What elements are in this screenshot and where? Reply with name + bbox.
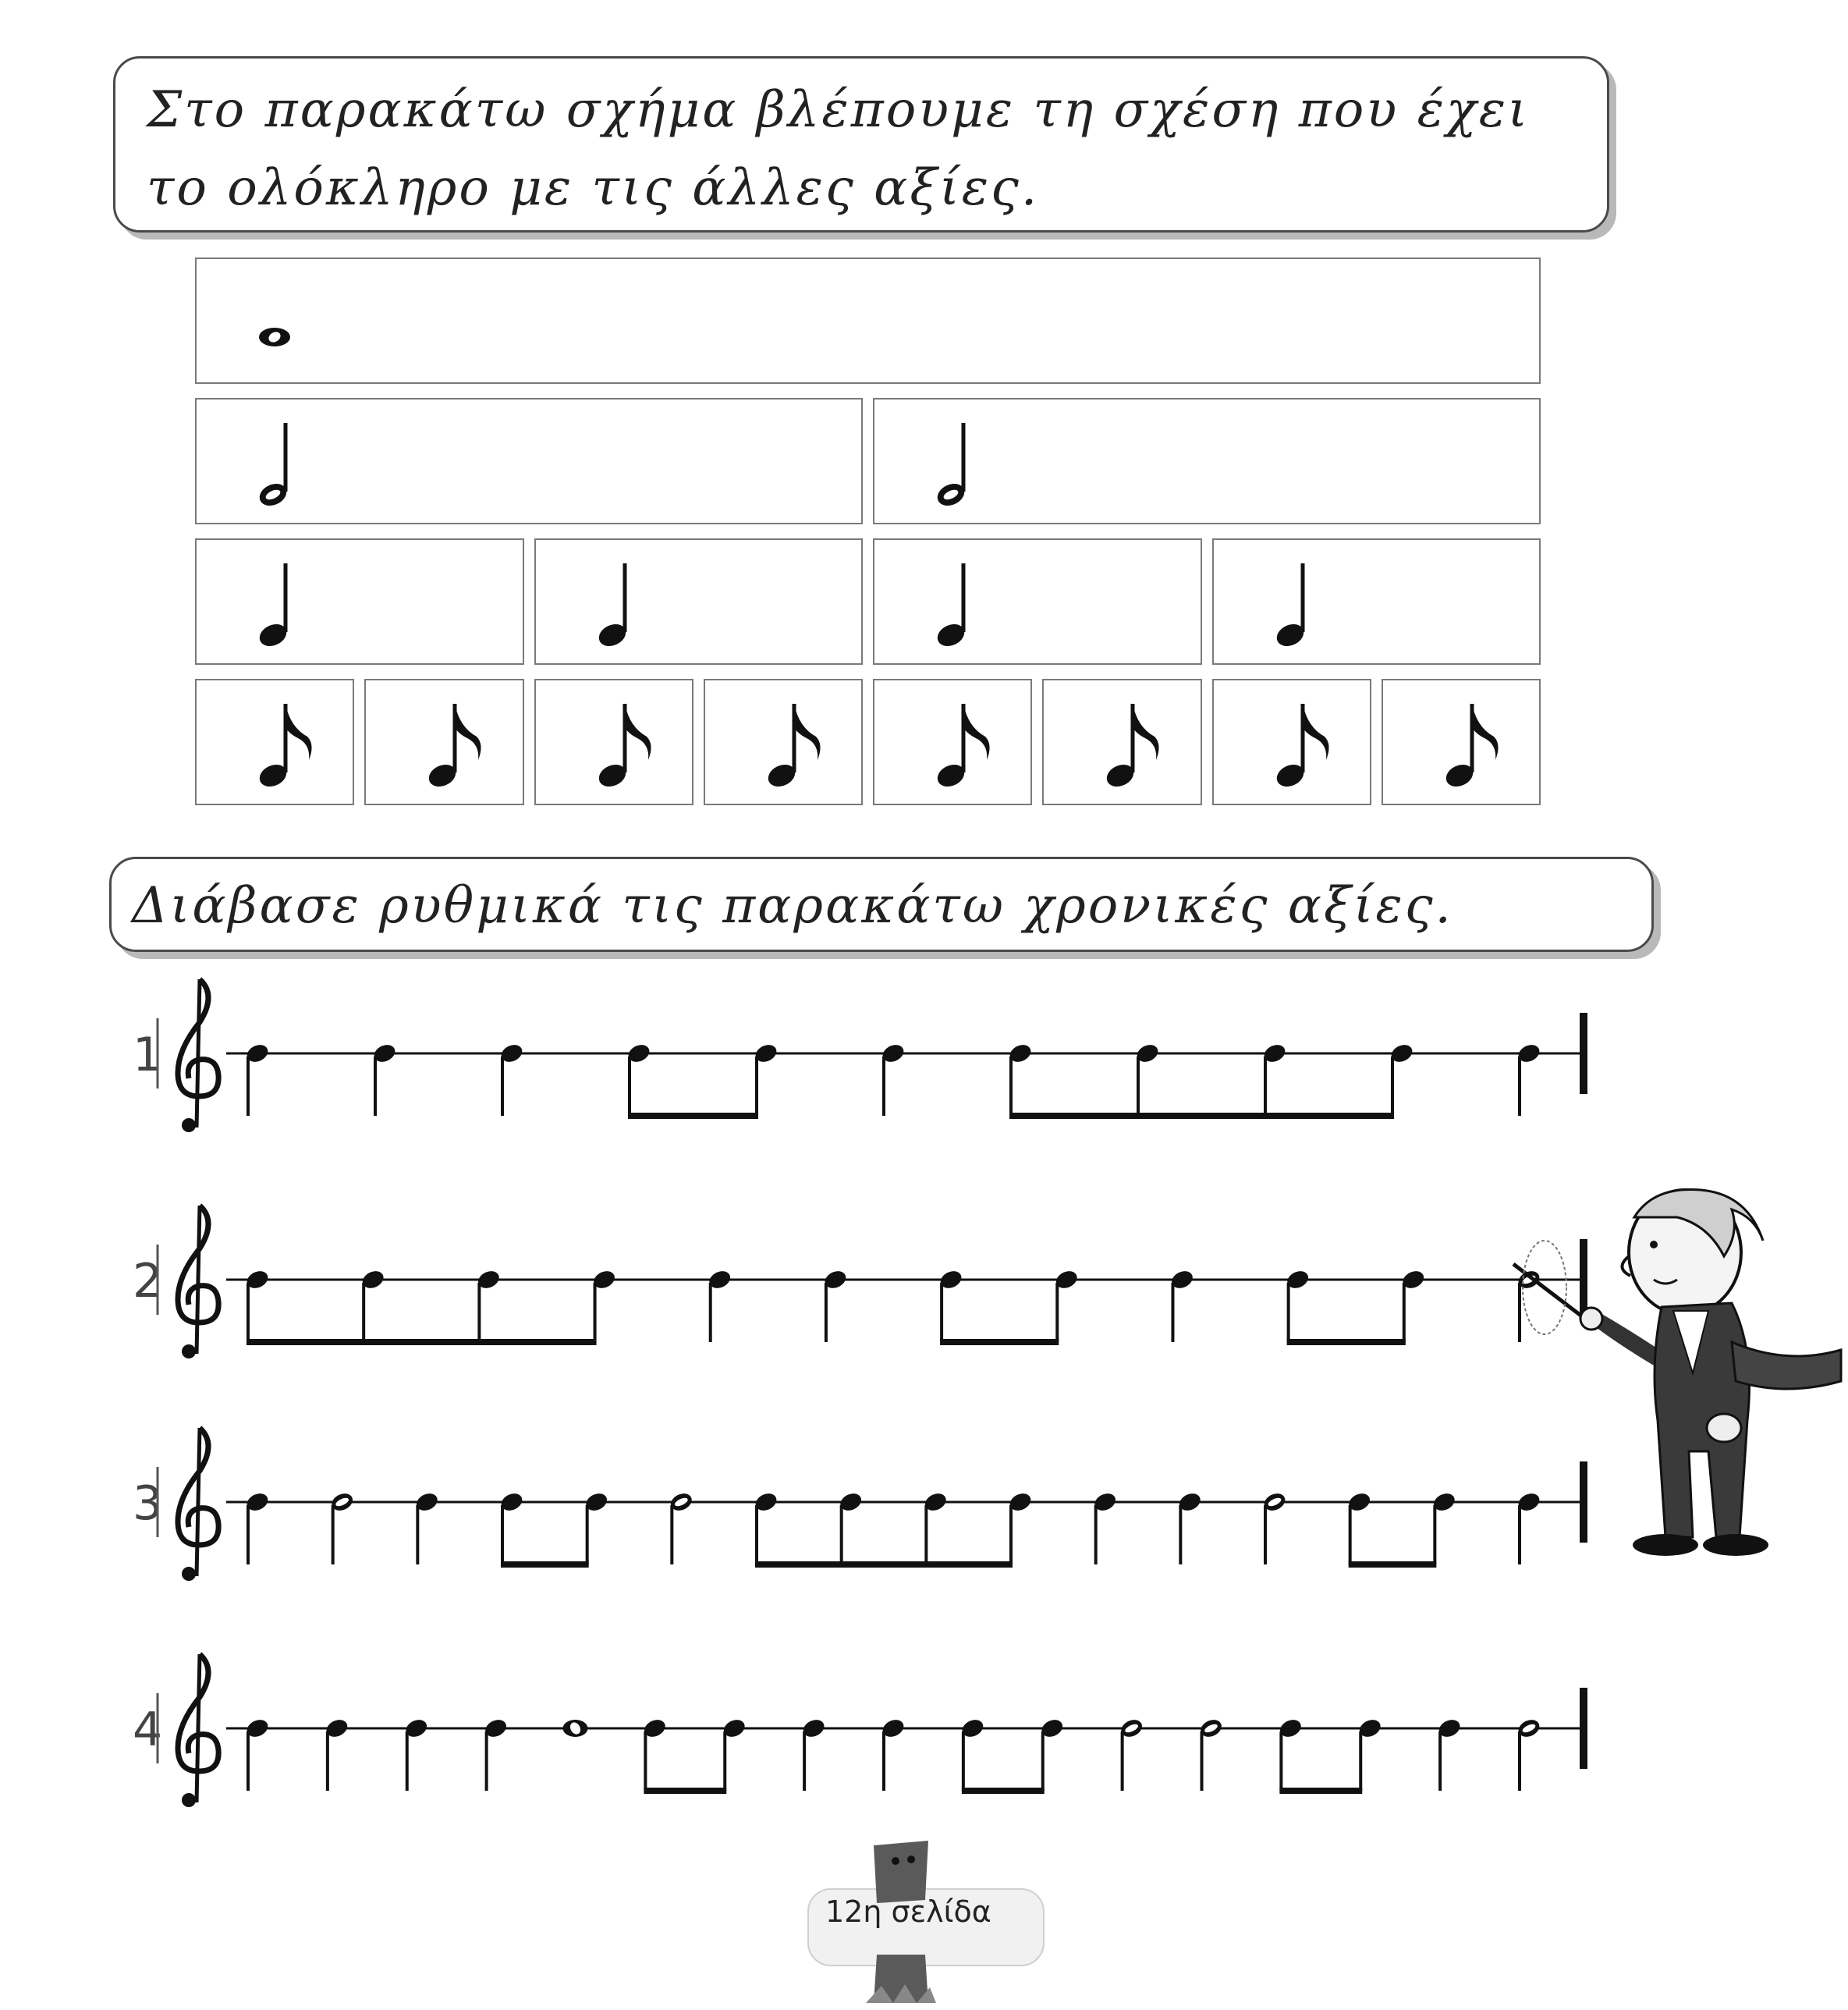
half-note <box>329 1490 356 1564</box>
half-note <box>1261 1490 1288 1564</box>
quarter-note <box>244 1717 271 1791</box>
quarter-note <box>483 1717 509 1791</box>
instruction-text-1: Στο παρακάτω σχήμα βλέπουμε τη σχέση που έχει το ολόκληρο με τις άλλες αξίες. <box>147 81 1531 217</box>
rhythm-staff-2 <box>133 1206 1584 1358</box>
quarter-note <box>1092 1490 1119 1564</box>
eighth-note <box>721 1717 747 1791</box>
conductor-illustration <box>1498 1170 1848 1607</box>
eighth-note <box>244 1268 271 1342</box>
eighth-note <box>641 1717 668 1791</box>
eighth-note <box>1053 1268 1080 1342</box>
eighth-note <box>1357 1717 1383 1791</box>
quarter-note <box>413 1490 440 1564</box>
eighth-note <box>591 1268 618 1342</box>
eighth-note <box>1007 1490 1034 1564</box>
quarter-note <box>880 1042 906 1116</box>
rhythm-staff-1 <box>133 979 1584 1132</box>
eighth-note <box>753 1490 779 1564</box>
quarter-note <box>1169 1268 1196 1342</box>
eighth-note <box>1134 1042 1161 1116</box>
quarter-note <box>498 1042 525 1116</box>
eighth-note <box>583 1490 610 1564</box>
quarter-note <box>371 1042 398 1116</box>
eighth-note <box>498 1490 525 1564</box>
quarter-note <box>822 1268 849 1342</box>
quarter-note <box>1516 1042 1542 1116</box>
eighth-note <box>1431 1490 1457 1564</box>
eighth-note <box>1389 1042 1415 1116</box>
quarter-note <box>880 1717 906 1791</box>
staff-number: 3 <box>133 1476 163 1531</box>
rhythm-staff-4 <box>133 1654 1584 1807</box>
treble-clef-icon <box>178 1206 218 1358</box>
eighth-note <box>1261 1042 1288 1116</box>
whole-note <box>563 1720 588 1737</box>
half-note <box>668 1490 694 1564</box>
eighth-note <box>360 1268 386 1342</box>
staff-number: 2 <box>133 1254 163 1309</box>
quarter-note <box>244 1490 271 1564</box>
eighth-note <box>1039 1717 1066 1791</box>
quarter-note <box>324 1717 350 1791</box>
eighth-note <box>922 1490 949 1564</box>
page-label: 12η σελίδα <box>825 1895 991 1929</box>
half-note <box>1119 1717 1145 1791</box>
eighth-note <box>1346 1490 1373 1564</box>
instruction-text-2: Διάβασε ρυθμικά τις παρακάτω χρονικές αξίες. <box>132 877 1453 935</box>
half-note <box>1516 1717 1542 1791</box>
eighth-note <box>1277 1717 1304 1791</box>
eighth-note <box>1007 1042 1034 1116</box>
treble-clef-icon <box>178 979 218 1132</box>
quarter-note <box>244 1042 271 1116</box>
quarter-note <box>707 1268 733 1342</box>
treble-clef-icon <box>178 1428 218 1581</box>
rhythm-staff-3 <box>133 1428 1584 1581</box>
eighth-note <box>1400 1268 1427 1342</box>
eighth-note <box>959 1717 986 1791</box>
quarter-note <box>403 1717 430 1791</box>
half-note <box>1198 1717 1225 1791</box>
quarter-note <box>800 1717 827 1791</box>
staff-number: 4 <box>133 1703 163 1757</box>
staff-number: 1 <box>133 1028 163 1082</box>
eighth-note <box>838 1490 864 1564</box>
eighth-note <box>626 1042 652 1116</box>
treble-clef-icon <box>178 1654 218 1807</box>
eighth-note <box>753 1042 779 1116</box>
eighth-note <box>938 1268 964 1342</box>
eighth-note <box>475 1268 502 1342</box>
eighth-note <box>1285 1268 1311 1342</box>
quarter-note <box>1176 1490 1203 1564</box>
quarter-note <box>1436 1717 1463 1791</box>
